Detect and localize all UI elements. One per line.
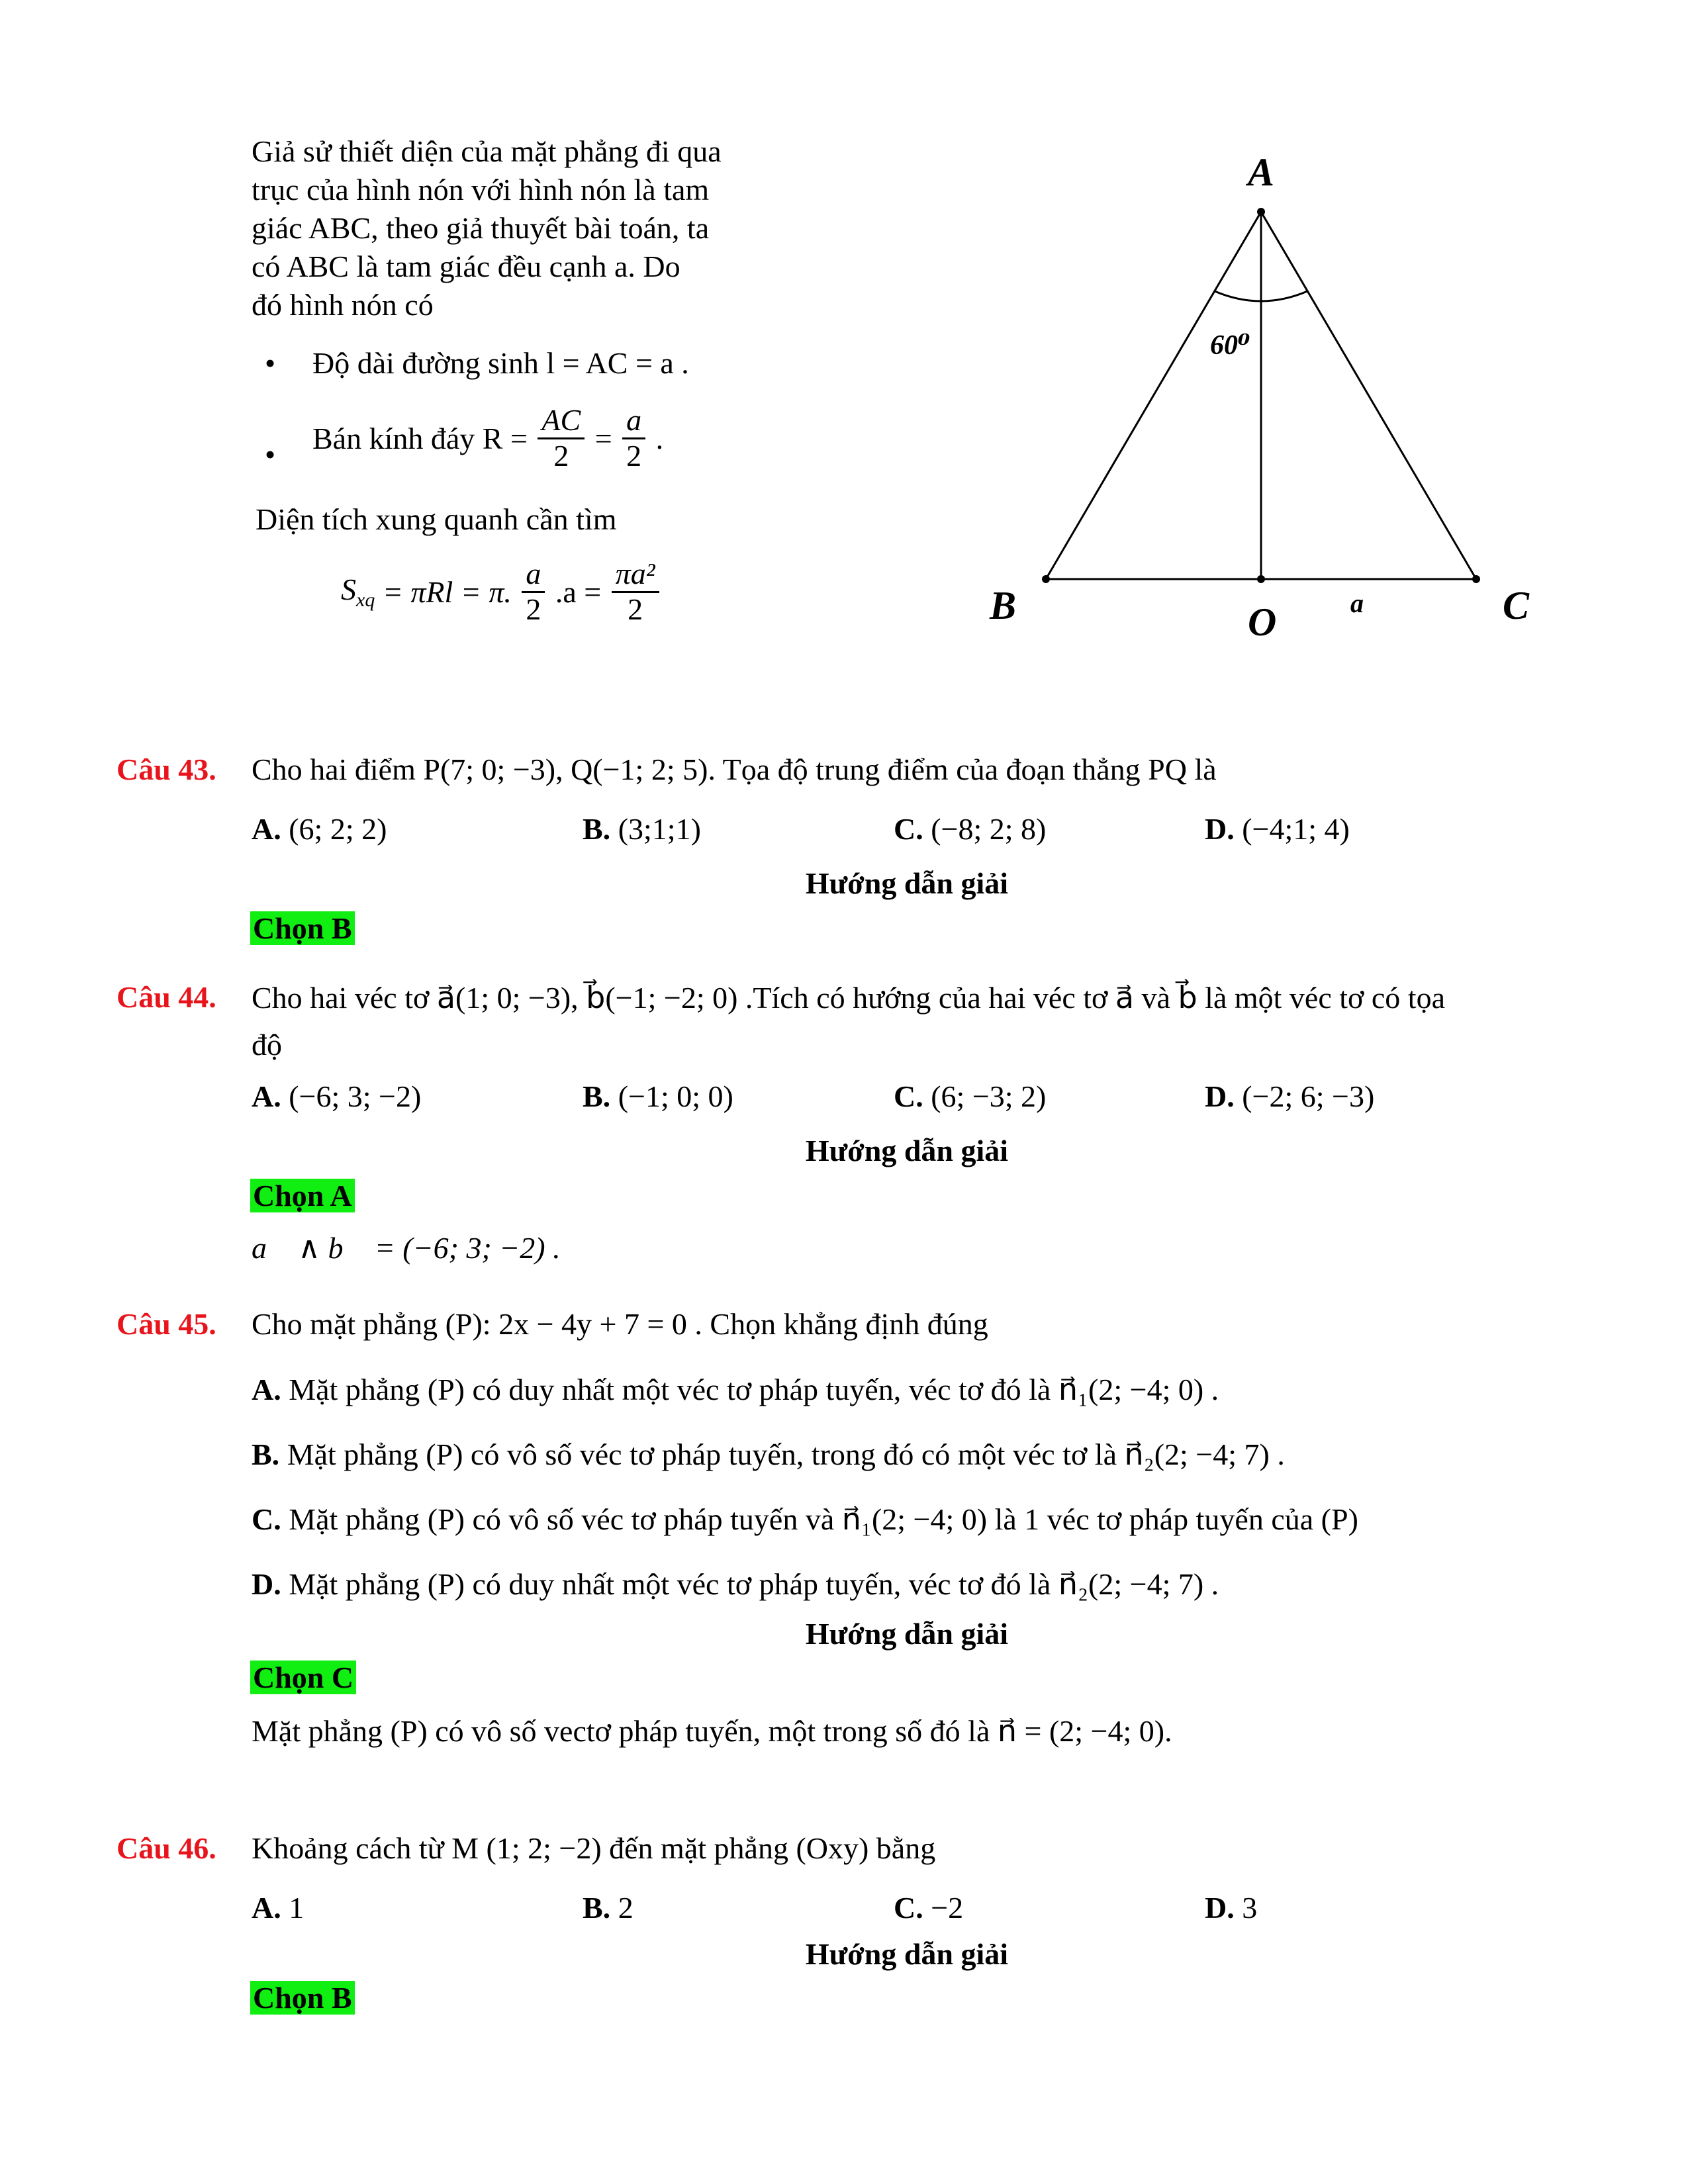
option-key: B. <box>252 1437 280 1471</box>
label-a: A <box>1248 150 1275 194</box>
option-key: A. <box>252 1891 281 1925</box>
option-value: Mặt phẳng (P) có vô số véc tơ pháp tuyến và n⃗₁(2; −4; 0) là 1 véc tơ pháp tuyến của (P) <box>289 1502 1358 1536</box>
q46-option-a[interactable] <box>252 1890 304 1925</box>
q43-option-b[interactable] <box>583 811 701 846</box>
label-b: B <box>990 584 1017 627</box>
edge-ab <box>1046 212 1261 579</box>
cone-cross-section-figure <box>980 146 1542 662</box>
option-value: (−4;1; 4) <box>1242 812 1350 846</box>
option-key: D. <box>1205 1891 1235 1925</box>
label-angle: 60⁰ <box>1210 330 1250 361</box>
option-value: (−1; 0; 0) <box>618 1079 733 1113</box>
q44-text: Cho hai véc tơ a⃗(1; 0; −3), b⃗(−1; −2; 0) .Tích có hướng của hai véc tơ a⃗ và b⃗ là một véc tơ có tọa <box>252 981 1445 1015</box>
bullet-dot: • <box>265 437 276 471</box>
q43-guide-heading: Hướng dẫn giải <box>805 866 1009 900</box>
label-o: O <box>1248 600 1277 644</box>
edge-ac <box>1261 212 1476 579</box>
q45-answer <box>250 1660 356 1695</box>
option-key: C. <box>894 812 923 846</box>
frac-den: 2 <box>553 438 569 473</box>
point-c <box>1472 575 1480 583</box>
q44-guide-heading: Hướng dẫn giải <box>805 1134 1009 1167</box>
q44-option-c[interactable] <box>894 1079 1046 1114</box>
q46-option-b[interactable] <box>583 1890 633 1925</box>
frac-den: 2 <box>526 592 541 626</box>
option-key: B. <box>583 812 611 846</box>
option-key: C. <box>894 1891 923 1925</box>
point-a <box>1257 208 1265 216</box>
radius-fraction-ac <box>538 404 585 473</box>
frac-den: 2 <box>628 592 643 626</box>
q43-answer <box>250 911 355 946</box>
option-key: D. <box>1205 812 1235 846</box>
intro-line-4: có ABC là tam giác đều cạnh a. Do <box>252 250 680 283</box>
option-key: C. <box>894 1079 923 1113</box>
point-o <box>1257 575 1265 583</box>
q44-option-a[interactable] <box>252 1079 421 1114</box>
formula-frac-result <box>612 557 659 626</box>
intro-line-2: trục của hình nón với hình nón là tam <box>252 173 710 206</box>
bullet-radius <box>265 403 664 473</box>
option-value: Mặt phẳng (P) có vô số véc tơ pháp tuyến, trong đó có một véc tơ là n⃗₂(2; −4; 7) . <box>287 1437 1285 1471</box>
option-value: Mặt phẳng (P) có duy nhất một véc tơ pháp tuyến, véc tơ đó là n⃗₁(2; −4; 0) . <box>289 1373 1219 1406</box>
bullet-slant-height: • Độ dài đường sinh l = AC = a . <box>312 345 689 381</box>
option-key: A. <box>252 1373 281 1406</box>
q45-option-a[interactable] <box>252 1371 1219 1407</box>
option-key: C. <box>252 1502 281 1536</box>
option-value: −2 <box>931 1891 964 1925</box>
formula-s <box>341 572 375 612</box>
formula-subscript: xq <box>356 589 375 612</box>
option-value: (6; −3; 2) <box>931 1079 1047 1113</box>
q44-option-b[interactable] <box>583 1079 733 1114</box>
option-key: D. <box>252 1567 281 1601</box>
formula-frac-a2 <box>522 557 545 626</box>
q46-text: Khoảng cách từ M (1; 2; −2) đến mặt phẳng (Oxy) bằng <box>252 1831 936 1865</box>
option-value: 2 <box>618 1891 633 1925</box>
period: . <box>655 421 664 455</box>
answer-highlight: Chọn B <box>250 911 355 945</box>
label-side-a: a <box>1350 588 1364 618</box>
q45-guide-heading: Hướng dẫn giải <box>805 1617 1009 1651</box>
equals-sign: = <box>594 421 612 455</box>
q45-solution: Mặt phẳng (P) có vô số vectơ pháp tuyến, một trong số đó là n⃗ = (2; −4; 0). <box>252 1714 1172 1748</box>
q45-option-c[interactable] <box>252 1501 1358 1537</box>
q43-option-c[interactable] <box>894 811 1046 846</box>
q44-option-d[interactable] <box>1205 1079 1374 1114</box>
radius-fraction-a <box>622 404 645 473</box>
label-c: C <box>1503 584 1530 627</box>
q46-guide-heading: Hướng dẫn giải <box>805 1937 1009 1971</box>
point-b <box>1042 575 1050 583</box>
option-value: (−2; 6; −3) <box>1242 1079 1375 1113</box>
q46-label: Câu 46. <box>117 1831 216 1865</box>
option-key: B. <box>583 1891 611 1925</box>
q46-option-c[interactable] <box>894 1890 963 1925</box>
option-value: (−8; 2; 8) <box>931 812 1047 846</box>
q45-option-d[interactable] <box>252 1566 1219 1602</box>
answer-highlight: Chọn B <box>250 1981 355 2015</box>
frac-num: πa² <box>612 557 659 593</box>
option-value: Mặt phẳng (P) có duy nhất một véc tơ pháp tuyến, véc tơ đó là n⃗₂(2; −4; 7) . <box>289 1567 1219 1601</box>
answer-highlight: Chọn C <box>250 1661 356 1694</box>
intro-line-5: đó hình nón có <box>252 288 434 322</box>
q44-text-continued: độ <box>252 1028 282 1062</box>
q45-option-b[interactable] <box>252 1436 1285 1472</box>
q44-label: Câu 44. <box>117 980 216 1014</box>
formula-s-letter: S <box>341 572 356 606</box>
intro-line-3: giác ABC, theo giả thuyết bài toán, ta <box>252 211 710 245</box>
q43-label: Câu 43. <box>117 752 216 786</box>
q44-answer <box>250 1178 355 1213</box>
option-value: (6; 2; 2) <box>289 812 387 846</box>
option-key: A. <box>252 812 281 846</box>
formula-middle: = πRl = π. <box>382 574 512 609</box>
formula-middle-2: .a = <box>555 574 602 609</box>
radius-prefix: Bán kính đáy R = <box>312 421 528 455</box>
answer-highlight: Chọn A <box>250 1179 355 1212</box>
intro-line-1: Giả sử thiết diện của mặt phẳng đi qua <box>252 134 722 168</box>
option-value: (−6; 3; −2) <box>289 1079 422 1113</box>
q43-option-a[interactable] <box>252 811 387 846</box>
q46-answer <box>250 1980 355 2015</box>
q45-text: Cho mặt phẳng (P): 2x − 4y + 7 = 0 . Chọn khẳng định đúng <box>252 1307 988 1341</box>
frac-den: 2 <box>626 438 642 473</box>
option-key: B. <box>583 1079 611 1113</box>
q45-label: Câu 45. <box>117 1307 216 1341</box>
option-value: 1 <box>289 1891 305 1925</box>
option-value: (3;1;1) <box>618 812 701 846</box>
frac-num: a <box>622 404 645 439</box>
option-key: D. <box>1205 1079 1235 1113</box>
q43-option-d[interactable] <box>1205 811 1350 846</box>
area-label: Diện tích xung quanh cần tìm <box>256 502 617 536</box>
q43-text: Cho hai điểm P(7; 0; −3), Q(−1; 2; 5). Tọa độ trung điểm của đoạn thẳng PQ là <box>252 752 1217 786</box>
frac-num: AC <box>538 404 585 439</box>
q44-solution: a⃗ ∧ b⃗ = (−6; 3; −2) . <box>252 1231 561 1265</box>
frac-num: a <box>522 557 545 593</box>
area-formula <box>341 557 662 626</box>
q46-option-d[interactable] <box>1205 1890 1257 1925</box>
option-value: 3 <box>1242 1891 1258 1925</box>
option-key: A. <box>252 1079 281 1113</box>
